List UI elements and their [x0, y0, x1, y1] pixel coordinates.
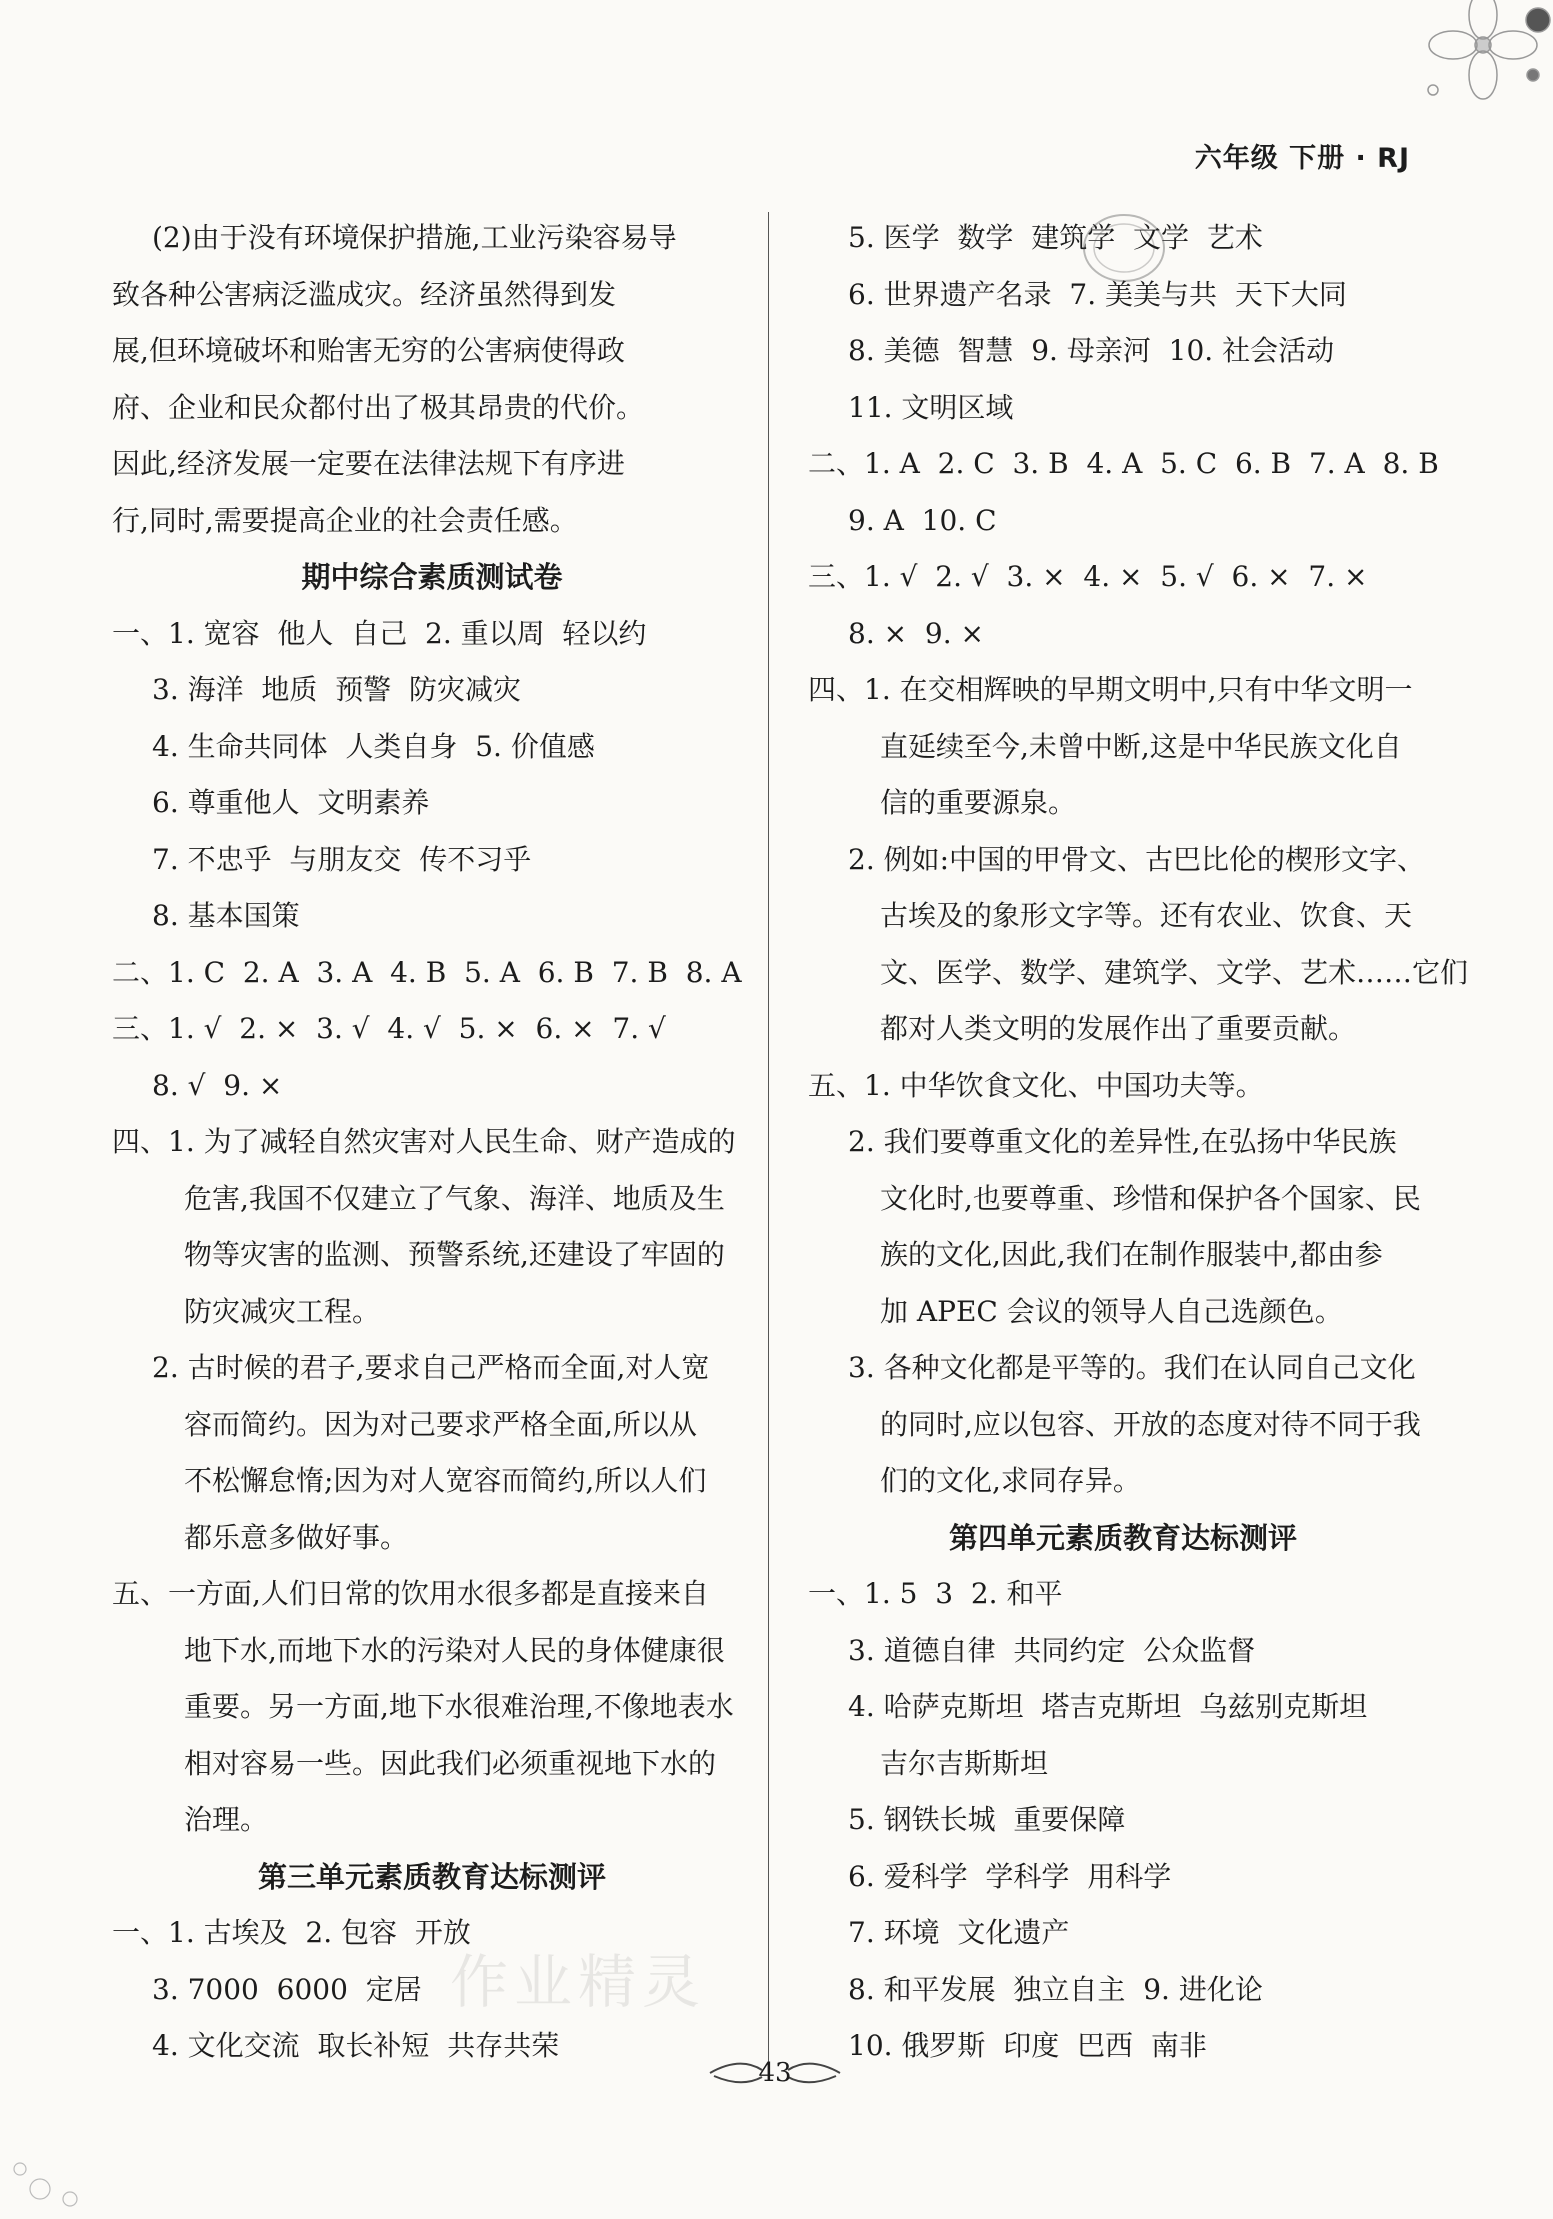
answer-line: 6. 世界遗产名录 7. 美美与共 天下大同	[848, 277, 1347, 311]
answer-line: 一、1. 古埃及 2. 包容 开放	[112, 1916, 471, 1949]
answer-line: 3. 道德自律 共同约定 公众监督	[848, 1633, 1256, 1667]
answer-line: 6. 爱科学 学科学 用科学	[848, 1859, 1172, 1893]
left-column	[112, 210, 752, 2075]
section-title: 期中综合素质测试卷	[301, 560, 563, 594]
answer-line: 文化时,也要尊重、珍惜和保护各个国家、民	[880, 1181, 1421, 1215]
answer-line: 四、1. 在交相辉映的早期文明中,只有中华文明一	[808, 673, 1413, 706]
column-divider	[768, 212, 769, 2064]
answer-line: 6. 尊重他人 文明素养	[152, 786, 430, 819]
answer-line: 吉尔吉斯斯坦	[880, 1746, 1049, 1780]
answer-line: 7. 不忠乎 与朋友交 传不习乎	[152, 842, 532, 876]
answer-line: 8. 基本国策	[152, 899, 300, 932]
answer-line: 都对人类文明的发展作出了重要贡献。	[880, 1012, 1357, 1045]
answer-line: 展,但环境破坏和贻害无穷的公害病使得政	[112, 334, 625, 367]
answer-line: 五、一方面,人们日常的饮用水很多都是直接来自	[112, 1577, 709, 1610]
answer-line: 族的文化,因此,我们在制作服装中,都由参	[880, 1238, 1383, 1271]
answer-line: 2. 我们要尊重文化的差异性,在弘扬中华民族	[848, 1125, 1397, 1158]
right-column	[808, 210, 1469, 2075]
answer-line: 行,同时,需要提高企业的社会责任感。	[112, 503, 578, 537]
answer-line: 三、1. √ 2. × 3. √ 4. √ 5. × 6. × 7. √	[112, 1012, 666, 1045]
answer-line: 五、1. 中华饮食文化、中国功夫等。	[808, 1068, 1264, 1102]
answer-line: 致各种公害病泛滥成灾。经济虽然得到发	[112, 277, 617, 311]
answer-line: 都乐意多做好事。	[184, 1520, 409, 1554]
grade-label: 六年级 下册 · RJ	[1194, 143, 1410, 174]
answer-line: 8. 和平发展 独立自主 9. 进化论	[848, 1972, 1263, 2006]
answer-line: 10. 俄罗斯 印度 巴西 南非	[848, 2029, 1207, 2062]
answer-line: 重要。另一方面,地下水很难治理,不像地表水	[184, 1690, 734, 1723]
answer-line: 的同时,应以包容、开放的态度对待不同于我	[880, 1407, 1421, 1441]
answer-line: 4. 哈萨克斯坦 塔吉克斯坦 乌兹别克斯坦	[848, 1690, 1368, 1723]
page-number	[700, 2050, 850, 2096]
answer-line: 一、1. 5 3 2. 和平	[808, 1577, 1063, 1610]
answer-line: 11. 文明区域	[848, 390, 1014, 424]
answer-line: 治理。	[184, 1803, 269, 1836]
answer-line: 3. 7000 6000 定居	[152, 1972, 422, 2006]
answer-line: 2. 例如:中国的甲骨文、古巴比伦的楔形文字、	[848, 842, 1426, 876]
answer-line: 4. 文化交流 取长补短 共存共荣	[152, 2029, 560, 2062]
answer-line: 2. 古时候的君子,要求自己严格而全面,对人宽	[152, 1351, 710, 1384]
answer-line: 地下水,而地下水的污染对人民的身体健康很	[184, 1633, 725, 1667]
answer-line: 四、1. 为了减轻自然灾害对人民生命、财产造成的	[112, 1125, 736, 1158]
answer-line: 3. 海洋 地质 预警 防灾减灾	[152, 673, 522, 706]
answer-line: 5. 钢铁长城 重要保障	[848, 1803, 1126, 1836]
answer-line: 加 APEC 会议的领导人自己选颜色。	[880, 1294, 1343, 1328]
answer-line: 府、企业和民众都付出了极其昂贵的代价。	[112, 390, 645, 424]
answer-line: (2)由于没有环境保护措施,工业污染容易导	[152, 221, 677, 254]
page-number-text: 43	[758, 2058, 792, 2088]
answer-line: 7. 环境 文化遗产	[848, 1916, 1070, 1949]
answer-line: 9. A 10. C	[848, 503, 997, 537]
answer-line: 3. 各种文化都是平等的。我们在认同自己文化	[848, 1351, 1416, 1384]
answer-line: 因此,经济发展一定要在法律法规下有序进	[112, 447, 625, 480]
seal-stamp-icon	[1078, 208, 1170, 288]
answer-line: 一、1. 宽容 他人 自己 2. 重以周 轻以约	[112, 616, 647, 650]
section-title: 第三单元素质教育达标测评	[257, 1859, 606, 1894]
answer-line: 物等灾害的监测、预警系统,还建设了牢固的	[184, 1238, 725, 1271]
answer-line: 容而简约。因为对己要求严格全面,所以从	[184, 1407, 697, 1441]
answer-line: 防灾减灾工程。	[184, 1294, 381, 1328]
answer-line: 们的文化,求同存异。	[880, 1464, 1141, 1497]
answer-line: 8. × 9. ×	[848, 616, 984, 650]
answer-line: 相对容易一些。因此我们必须重视地下水的	[184, 1746, 717, 1780]
answer-line: 5. 医学 数学 建筑学 文学 艺术	[848, 221, 1263, 254]
answer-line: 文、医学、数学、建筑学、文学、艺术……它们	[880, 955, 1469, 989]
footer-flower-icon	[0, 2139, 120, 2219]
answer-line: 二、1. C 2. A 3. A 4. B 5. A 6. B 7. B 8. A	[112, 955, 742, 989]
answer-line: 二、1. A 2. C 3. B 4. A 5. C 6. B 7. A 8. B	[808, 447, 1439, 480]
section-title: 第四单元素质教育达标测评	[948, 1520, 1297, 1555]
answer-line: 信的重要源泉。	[880, 786, 1077, 819]
answer-line: 古埃及的象形文字等。还有农业、饮食、天	[880, 899, 1413, 932]
answer-line: 8. √ 9. ×	[152, 1068, 283, 1102]
answer-line: 三、1. √ 2. √ 3. × 4. × 5. √ 6. × 7. ×	[808, 560, 1368, 593]
answer-line: 危害,我国不仅建立了气象、海洋、地质及生	[184, 1181, 725, 1215]
answer-line: 8. 美德 智慧 9. 母亲河 10. 社会活动	[848, 334, 1335, 367]
answer-line: 不松懈怠惰;因为对人宽容而简约,所以人们	[184, 1464, 707, 1497]
answer-line: 4. 生命共同体 人类自身 5. 价值感	[152, 729, 595, 763]
watermark-text: 作业精灵	[450, 1948, 707, 2016]
answer-line: 直延续至今,未曾中断,这是中华民族文化自	[880, 729, 1402, 763]
